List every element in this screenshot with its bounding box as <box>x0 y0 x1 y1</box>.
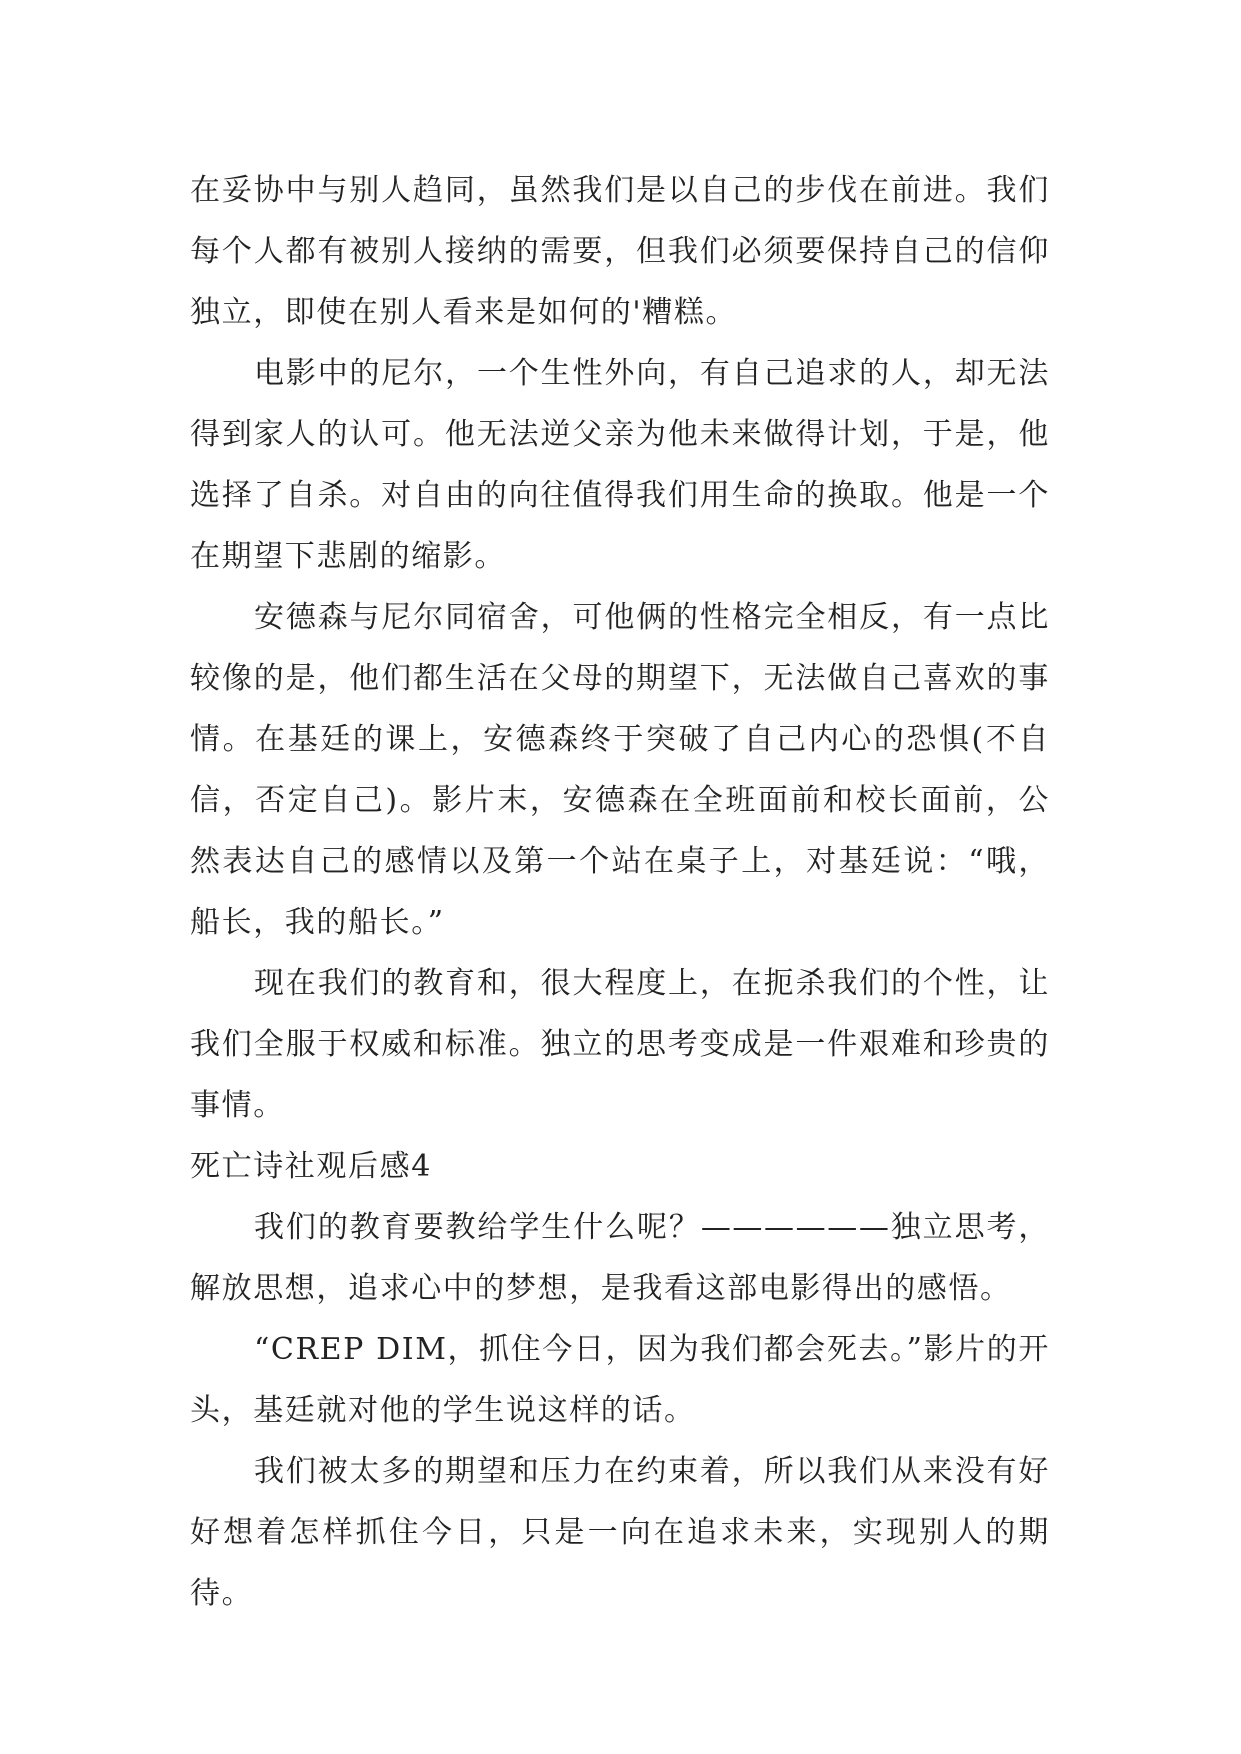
paragraph: 现在我们的教育和，很大程度上，在扼杀我们的个性，让我们全服于权威和标准。独立的思考变成是一件艰难和珍贵的事情。 <box>190 966 1050 1123</box>
section-heading: 死亡诗社观后感4 <box>190 1149 432 1184</box>
paragraph: 安德森与尼尔同宿舍，可他俩的性格完全相反，有一点比较像的是，他们都生活在父母的期望下，无法做自己喜欢的事情。在基廷的课上，安德森终于突破了自己内心的恐惧(不自信，否定自己)。影片末，安德森在全班面前和校长面前，公然表达自己的感情以及第一个站在桌子上，对基廷说：“哦，船长，我的船长。” <box>190 600 1050 940</box>
paragraph: 我们的教育要教给学生什么呢？——————独立思考，解放思想，追求心中的梦想，是我看这部电影得出的感悟。 <box>190 1210 1050 1306</box>
paragraph: 电影中的尼尔，一个生性外向，有自己追求的人，却无法得到家人的认可。他无法逆父亲为他未来做得计划，于是，他选择了自杀。对自由的向往值得我们用生命的换取。他是一个在期望下悲剧的缩影。 <box>190 356 1050 574</box>
paragraph: “CREP DIM，抓住今日，因为我们都会死去。”影片的开头，基廷就对他的学生说这样的话。 <box>190 1332 1050 1428</box>
paragraph: 在妥协中与别人趋同，虽然我们是以自己的步伐在前进。我们每个人都有被别人接纳的需要，但我们必须要保持自己的信仰独立，即使在别人看来是如何的'糟糕。 <box>190 173 1050 330</box>
document-body <box>190 160 1050 1624</box>
paragraph: 我们被太多的期望和压力在约束着，所以我们从来没有好好想着怎样抓住今日，只是一向在追求未来，实现别人的期待。 <box>190 1454 1050 1611</box>
